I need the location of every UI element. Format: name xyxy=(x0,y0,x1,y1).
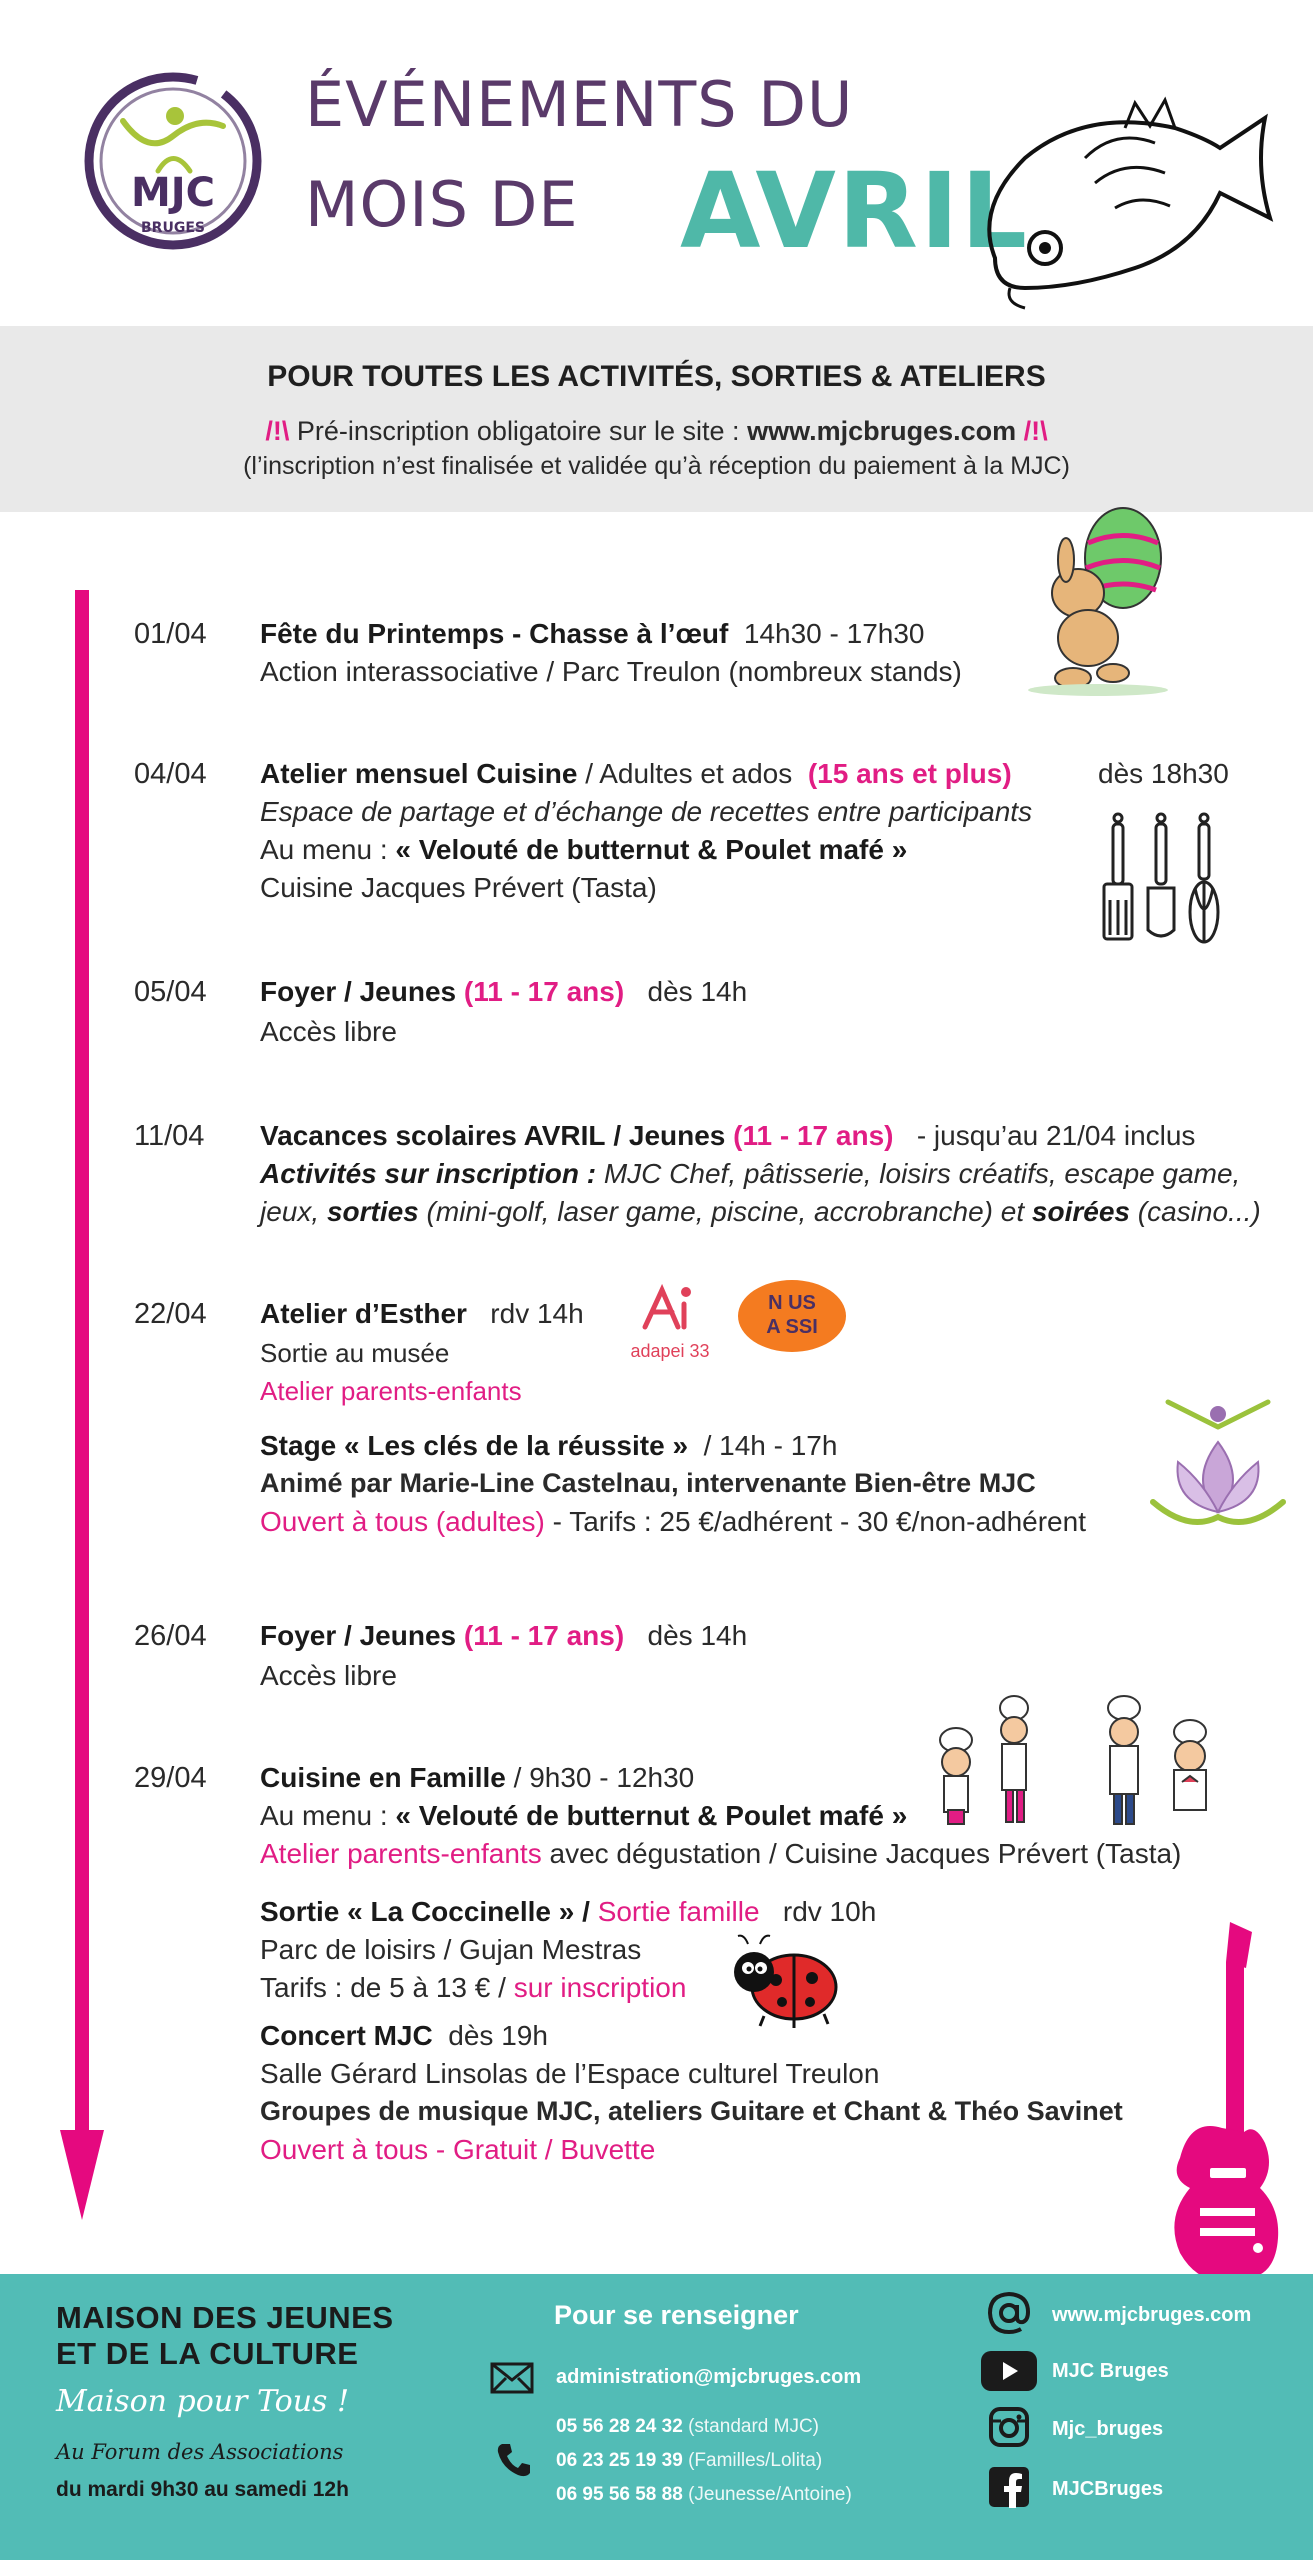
event-details xyxy=(260,1158,1240,1190)
sortie-price-line xyxy=(260,1972,686,2004)
stage-price-line xyxy=(260,1506,1086,1538)
event-title: Cuisine en Famille xyxy=(260,1762,506,1793)
fish-illustration xyxy=(965,88,1285,328)
contact-email[interactable]: administration@mjcbruges.com xyxy=(556,2366,862,2388)
event-date: 26/04 xyxy=(134,1620,207,1652)
phone-number[interactable]: 05 56 28 24 32 xyxy=(556,2416,683,2437)
warning-icon: /!\ xyxy=(1023,416,1048,446)
event-details-more xyxy=(260,1196,1261,1228)
stage-host-text: Animé par Marie-Line Castelnau, intervenante Bien-être MJC xyxy=(260,1468,1036,1498)
sortie-inscription: sur inscription xyxy=(513,1972,687,2003)
stage-prefix: Stage xyxy=(260,1430,337,1461)
timeline-bar xyxy=(75,590,89,2140)
sortie-title: Sortie « La Coccinelle » xyxy=(260,1896,575,1927)
event-title-line xyxy=(260,1298,584,1330)
sortie-time: rdv 10h xyxy=(782,1896,877,1927)
stage-price: - Tarifs : 25 €/adhérent - 30 €/non-adhérent xyxy=(552,1506,1086,1537)
event-date: 11/04 xyxy=(134,1120,205,1152)
sortie-price: Tarifs : de 5 à 13 € / xyxy=(260,1972,506,2003)
activities-list: MJC Chef, pâtisserie, loisirs créatifs, escape game, xyxy=(603,1158,1241,1189)
text-fragment-bold: sorties xyxy=(326,1196,419,1227)
menu-prefix: Au menu : xyxy=(260,1800,388,1831)
event-date: 04/04 xyxy=(134,758,207,790)
event-details: Action interassociative / Parc Treulon (nombreux stands) xyxy=(260,656,962,687)
nous-aussi-top: N US xyxy=(768,1292,816,1314)
text-fragment: (mini-golf, laser game, piscine, accrobranche) et xyxy=(426,1196,1025,1227)
phone-line xyxy=(556,2484,852,2506)
activities-label: Activités sur inscription : xyxy=(260,1158,597,1189)
org-name-line1: MAISON DES JEUNES xyxy=(56,2300,394,2335)
lotus-icon xyxy=(1148,1392,1288,1542)
title-line2: MOIS DE xyxy=(305,168,579,241)
event-title: Foyer xyxy=(260,1620,337,1651)
concert-title: Concert MJC xyxy=(260,2020,433,2051)
title-line1: ÉVÉNEMENTS DU xyxy=(305,68,854,141)
sortie-place: Parc de loisirs / Gujan Mestras xyxy=(260,1934,642,1965)
event-title: Atelier d’Esther xyxy=(260,1298,467,1329)
event-title-line xyxy=(260,1620,747,1652)
nous-aussi-logo xyxy=(738,1280,850,1364)
concert-time: dès 19h xyxy=(448,2020,548,2051)
phone-note: (standard MJC) xyxy=(688,2416,819,2437)
facebook-icon xyxy=(988,2466,1030,2508)
stage-time: / 14h - 17h xyxy=(703,1430,838,1461)
youtube-link[interactable]: MJC Bruges xyxy=(1052,2360,1169,2382)
phone-note: (Jeunesse/Antoine) xyxy=(688,2484,852,2505)
logo-subtext: BRUGES xyxy=(141,220,205,236)
text-fragment-bold: soirées xyxy=(1031,1196,1130,1227)
concert-groups xyxy=(260,2096,1123,2127)
event-title: Foyer xyxy=(260,976,337,1007)
event-time: dès 14h xyxy=(647,1620,748,1651)
event-time: / 9h30 - 12h30 xyxy=(513,1762,695,1793)
org-name-line2: ET DE LA CULTURE xyxy=(56,2336,359,2371)
event-details: Accès libre xyxy=(260,1016,397,1047)
org-tagline: Maison pour Tous ! xyxy=(56,2384,350,2419)
event-time: dès 18h30 xyxy=(1098,758,1229,789)
event-audience: Atelier parents-enfants xyxy=(260,1376,522,1406)
easter-bunny-illustration xyxy=(1018,498,1178,698)
notice-title: POUR TOUTES LES ACTIVITÉS, SORTIES & ATELIERS xyxy=(267,360,1046,393)
chefs-illustration xyxy=(928,1690,1228,1830)
event-title-line xyxy=(260,1120,1195,1152)
event-title: Vacances scolaires AVRIL xyxy=(260,1120,606,1151)
adapei-label: adapei 33 xyxy=(630,1341,710,1361)
event-age: (11 - 17 ans) xyxy=(463,1620,625,1651)
event-date: 01/04 xyxy=(134,618,207,650)
event-details: Accès libre xyxy=(260,1660,397,1691)
menu-prefix: Au menu : xyxy=(260,834,388,865)
event-age: (11 - 17 ans) xyxy=(733,1120,894,1151)
adapei-logo xyxy=(620,1282,720,1362)
phone-icon xyxy=(494,2440,534,2480)
mjc-logo xyxy=(78,66,268,256)
event-time: dès 14h xyxy=(647,976,748,1007)
phone-line xyxy=(556,2450,822,2472)
event-age: (15 ans et plus) xyxy=(807,758,1012,789)
notice-preinscription xyxy=(0,416,1313,447)
event-date: 22/04 xyxy=(134,1298,207,1330)
sortie-title-line xyxy=(260,1896,876,1928)
text-fragment: (casino...) xyxy=(1137,1196,1261,1227)
concert-open: Ouvert à tous - Gratuit / Buvette xyxy=(260,2134,656,2165)
sortie-sep: / xyxy=(582,1896,590,1927)
kitchen-utensils-icon xyxy=(1098,810,1228,945)
at-icon xyxy=(986,2290,1032,2336)
stage-title: « Les clés de la réussite » xyxy=(344,1430,689,1461)
title-month: AVRIL xyxy=(680,150,1029,272)
event-details: Sortie au musée xyxy=(260,1338,450,1368)
concert-groups-text: Groupes de musique MJC, ateliers Guitare et Chant & Théo Savinet xyxy=(260,2096,1123,2126)
menu-dish: « Velouté de butternut & Poulet mafé » xyxy=(395,834,908,865)
event-title-line xyxy=(260,976,747,1008)
event-audience: / Jeunes xyxy=(344,976,457,1007)
stage-host xyxy=(260,1468,1036,1499)
org-hours: du mardi 9h30 au samedi 12h xyxy=(56,2478,349,2501)
event-audience: / Jeunes xyxy=(344,1620,457,1651)
phone-number[interactable]: 06 95 56 58 88 xyxy=(556,2484,683,2505)
text-fragment: jeux, xyxy=(260,1196,320,1227)
event-menu xyxy=(260,1800,907,1832)
event-time: rdv 14h xyxy=(490,1298,584,1329)
facebook-link[interactable]: MJCBruges xyxy=(1052,2478,1164,2500)
event-title: Fête du Printemps - Chasse à l’œuf xyxy=(260,618,729,649)
instagram-icon xyxy=(988,2406,1030,2448)
event-time: 14h30 - 17h30 xyxy=(743,618,925,649)
phone-note: (Familles/Lolita) xyxy=(688,2450,823,2471)
event-location: avec dégustation / Cuisine Jacques Prévert (Tasta) xyxy=(549,1838,1182,1869)
instagram-link[interactable]: Mjc_bruges xyxy=(1052,2418,1164,2440)
nous-aussi-bottom: A SSI xyxy=(766,1316,818,1338)
logo-text: MJC xyxy=(130,170,216,216)
event-time: - jusqu’au 21/04 inclus xyxy=(916,1120,1196,1151)
phone-number[interactable]: 06 23 25 19 39 xyxy=(556,2450,683,2471)
envelope-icon xyxy=(490,2362,534,2394)
org-location: Au Forum des Associations xyxy=(56,2440,344,2464)
event-title-line xyxy=(260,618,924,650)
notice-text: Pré-inscription obligatoire sur le site : xyxy=(296,416,740,446)
timeline-arrow xyxy=(60,2130,104,2220)
concert-title-line xyxy=(260,2020,548,2052)
event-location: Cuisine Jacques Prévert (Tasta) xyxy=(260,872,657,903)
sortie-type: Sortie famille xyxy=(597,1896,760,1927)
stage-audience: Ouvert à tous (adultes) xyxy=(260,1506,545,1537)
menu-dish: « Velouté de butternut & Poulet mafé » xyxy=(395,1800,908,1831)
event-audience: / Adultes et ados xyxy=(585,758,793,789)
notice-payment-note: (l’inscription n’est finalisée et validée qu’à réception du paiement à la MJC) xyxy=(243,452,1070,480)
stage-title-line xyxy=(260,1430,837,1462)
event-details: Espace de partage et d’échange de recettes entre participants xyxy=(260,796,1033,827)
event-age: (11 - 17 ans) xyxy=(463,976,625,1007)
guitar-illustration xyxy=(1160,1918,1290,2288)
event-title: Atelier mensuel Cuisine xyxy=(260,758,578,789)
event-details xyxy=(260,1838,1181,1870)
concert-place: Salle Gérard Linsolas de l’Espace culturel Treulon xyxy=(260,2058,880,2089)
event-date: 29/04 xyxy=(134,1762,207,1794)
warning-icon: /!\ xyxy=(265,416,290,446)
website-link[interactable]: www.mjcbruges.com xyxy=(1052,2304,1252,2326)
event-date: 05/04 xyxy=(134,976,207,1008)
youtube-icon xyxy=(980,2350,1038,2392)
event-menu xyxy=(260,834,907,866)
contact-title: Pour se renseigner xyxy=(554,2300,799,2330)
event-audience: Atelier parents-enfants xyxy=(260,1838,542,1869)
event-audience: / Jeunes xyxy=(613,1120,726,1151)
notice-site-link[interactable]: www.mjcbruges.com xyxy=(747,416,1017,446)
event-title-line xyxy=(260,1762,694,1794)
event-title-line xyxy=(260,758,1012,790)
ladybug-illustration xyxy=(724,1932,844,2028)
phone-line xyxy=(556,2416,819,2438)
